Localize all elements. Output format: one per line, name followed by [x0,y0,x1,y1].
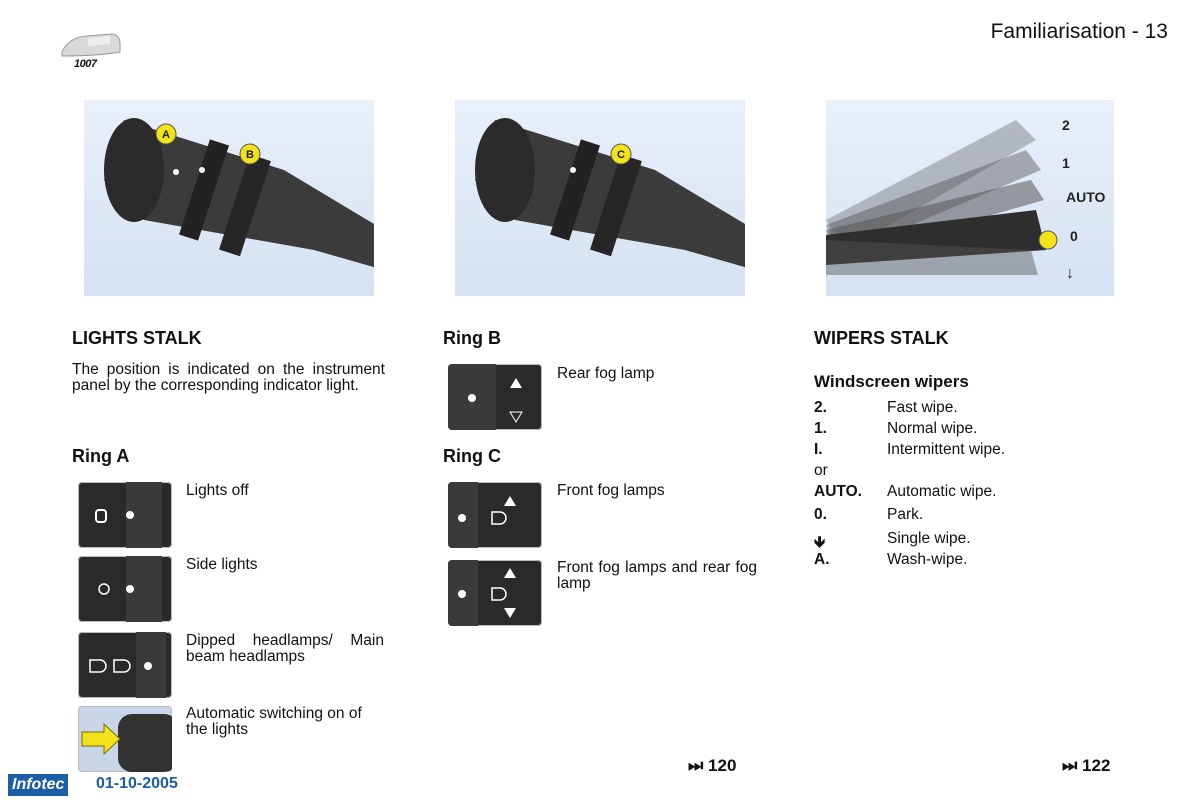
skip-forward-icon: ⏭ [1062,756,1078,775]
ring-a-item-label: Lights off [186,482,249,499]
wiper-pos-2: 2 [1062,117,1070,133]
side-lights-icon [78,556,172,622]
lights-stalk-description: The position is indicated on the instrument panel by the corresponding indicator light. [72,361,385,394]
ring-a-item-label: Dipped headlamps/ Main beam headlamps [186,632,384,665]
windscreen-wipers-subtitle: Windscreen wipers [814,372,969,391]
photo-label-c: C [617,149,625,161]
wiper-pos-single: ↓ [1066,265,1074,282]
lights-off-icon [78,482,172,548]
ring-a-item-label: Automatic switching on of the lights [186,705,362,738]
front-rear-fog-icon [448,560,542,626]
ring-c-item-label: Front fog lamps and rear fog lamp [557,559,757,592]
xref-120[interactable]: ⏭ 120 [688,756,737,775]
xref-122[interactable]: ⏭ 122 [1062,756,1111,775]
wiper-pos-0: 0 [1070,228,1078,244]
infotec-badge: Infotec [8,774,68,796]
single-wipe-arrow-icon: 🡻 [814,534,826,551]
wipers-stalk-photo [826,100,1114,296]
wipers-stalk-title: WIPERS STALK [814,328,949,348]
model-badge: 1007 [74,58,97,70]
headlamps-icon [78,632,172,698]
fog-stalk-photo [455,100,745,296]
ring-c-title: Ring C [443,446,501,466]
ring-a-title: Ring A [72,446,130,466]
ring-b-title: Ring B [443,328,501,348]
auto-lights-icon [78,706,172,772]
skip-forward-icon: ⏭ [688,756,704,775]
lights-stalk-photo [84,100,374,296]
photo-label-a: A [162,129,170,141]
lights-stalk-title: LIGHTS STALK [72,328,202,348]
ring-b-item-label: Rear fog lamp [557,365,655,382]
front-fog-icon [448,482,542,548]
photo-label-b: B [246,149,254,161]
footer-date: 01-10-2005 [96,775,178,792]
wiper-pos-auto: AUTO [1066,189,1106,205]
wiper-pos-1: 1 [1062,155,1070,171]
page-title: Familiarisation - 13 [990,20,1168,43]
rear-fog-icon [448,364,542,430]
ring-a-item-label: Side lights [186,556,258,573]
ring-c-item-label: Front fog lamps [557,482,665,499]
